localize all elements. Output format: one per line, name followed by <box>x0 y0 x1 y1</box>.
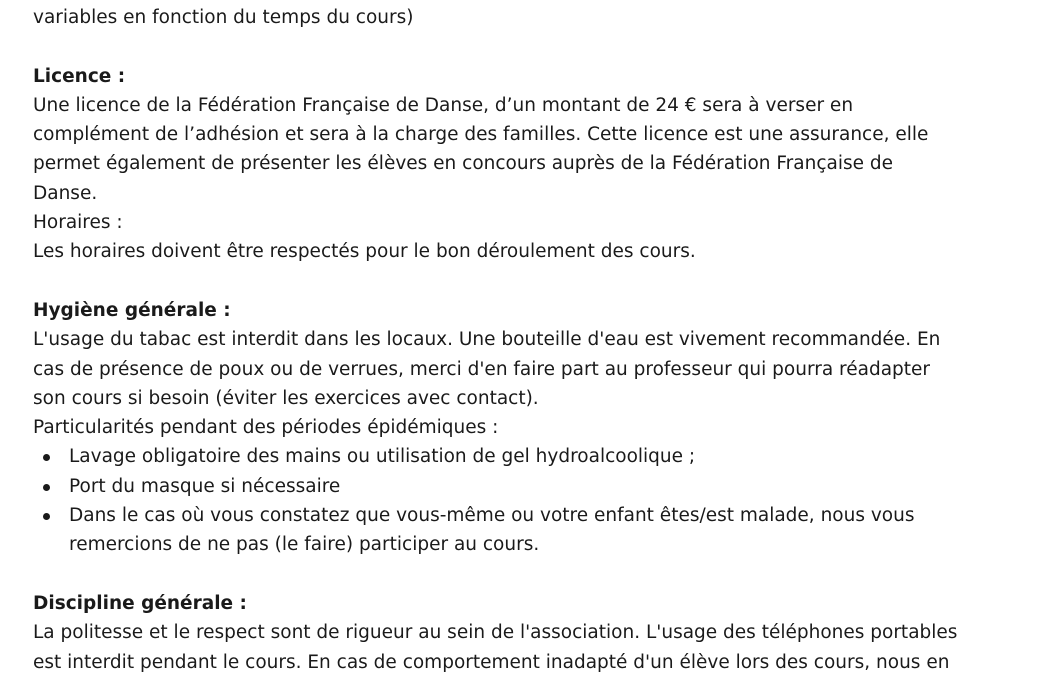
bullet-icon <box>43 513 50 520</box>
licence-text-line: Danse. <box>33 182 98 204</box>
horaires-text-line: Les horaires doivent être respectés pour le bon déroulement des cours. <box>33 241 696 263</box>
spacer <box>33 32 1033 61</box>
hygiene-text-line: cas de présence de poux ou de verrues, merci d'en faire part au professeur qui pourra réadapter <box>33 358 931 380</box>
bullet-list-item <box>33 442 1033 471</box>
bullet-text-line: Lavage obligatoire des mains ou utilisation de gel hydroalcoolique ; <box>69 446 696 468</box>
bullet-list-item <box>33 501 1033 560</box>
bullet-icon <box>43 454 50 461</box>
bullet-text-line: Port du masque si nécessaire <box>69 475 341 497</box>
hygiene-subheading: Particularités pendant des périodes épidémiques : <box>33 417 499 439</box>
licence-text-line: complément de l’adhésion et sera à la charge des familles. Cette licence est une assurance, elle <box>33 124 929 146</box>
hygiene-text-line: L'usage du tabac est interdit dans les locaux. Une bouteille d'eau est vivement recommandée. En <box>33 329 941 351</box>
licence-text-line: Une licence de la Fédération Française de Danse, d’un montant de 24 € sera à verser en <box>33 94 854 116</box>
bullet-icon <box>43 484 50 491</box>
discipline-text-line: est interdit pendant le cours. En cas de comportement inadapté d'un élève lors des cours, nous en <box>33 651 950 673</box>
hygiene-text-line: son cours si besoin (éviter les exercices avec contact). <box>33 387 539 409</box>
intro-line: variables en fonction du temps du cours) <box>33 7 414 28</box>
discipline-text-line: La politesse et le respect sont de rigueur au sein de l'association. L'usage des téléphones portables <box>33 622 958 644</box>
licence-heading: Licence : <box>33 65 126 87</box>
hygiene-heading: Hygiène générale : <box>33 299 231 321</box>
licence-text-line: permet également de présenter les élèves en concours auprès de la Fédération Française de <box>33 153 894 175</box>
spacer <box>33 267 1033 296</box>
spacer <box>33 560 1033 589</box>
horaires-heading: Horaires : <box>33 212 123 234</box>
bullet-list-item <box>33 472 1033 501</box>
bullet-text-line: Dans le cas où vous constatez que vous-même ou votre enfant êtes/est malade, nous vous <box>69 505 915 527</box>
document-page <box>33 3 1033 677</box>
bullet-text-line: remercions de ne pas (le faire) participer au cours. <box>69 534 540 556</box>
discipline-heading: Discipline générale : <box>33 592 247 614</box>
